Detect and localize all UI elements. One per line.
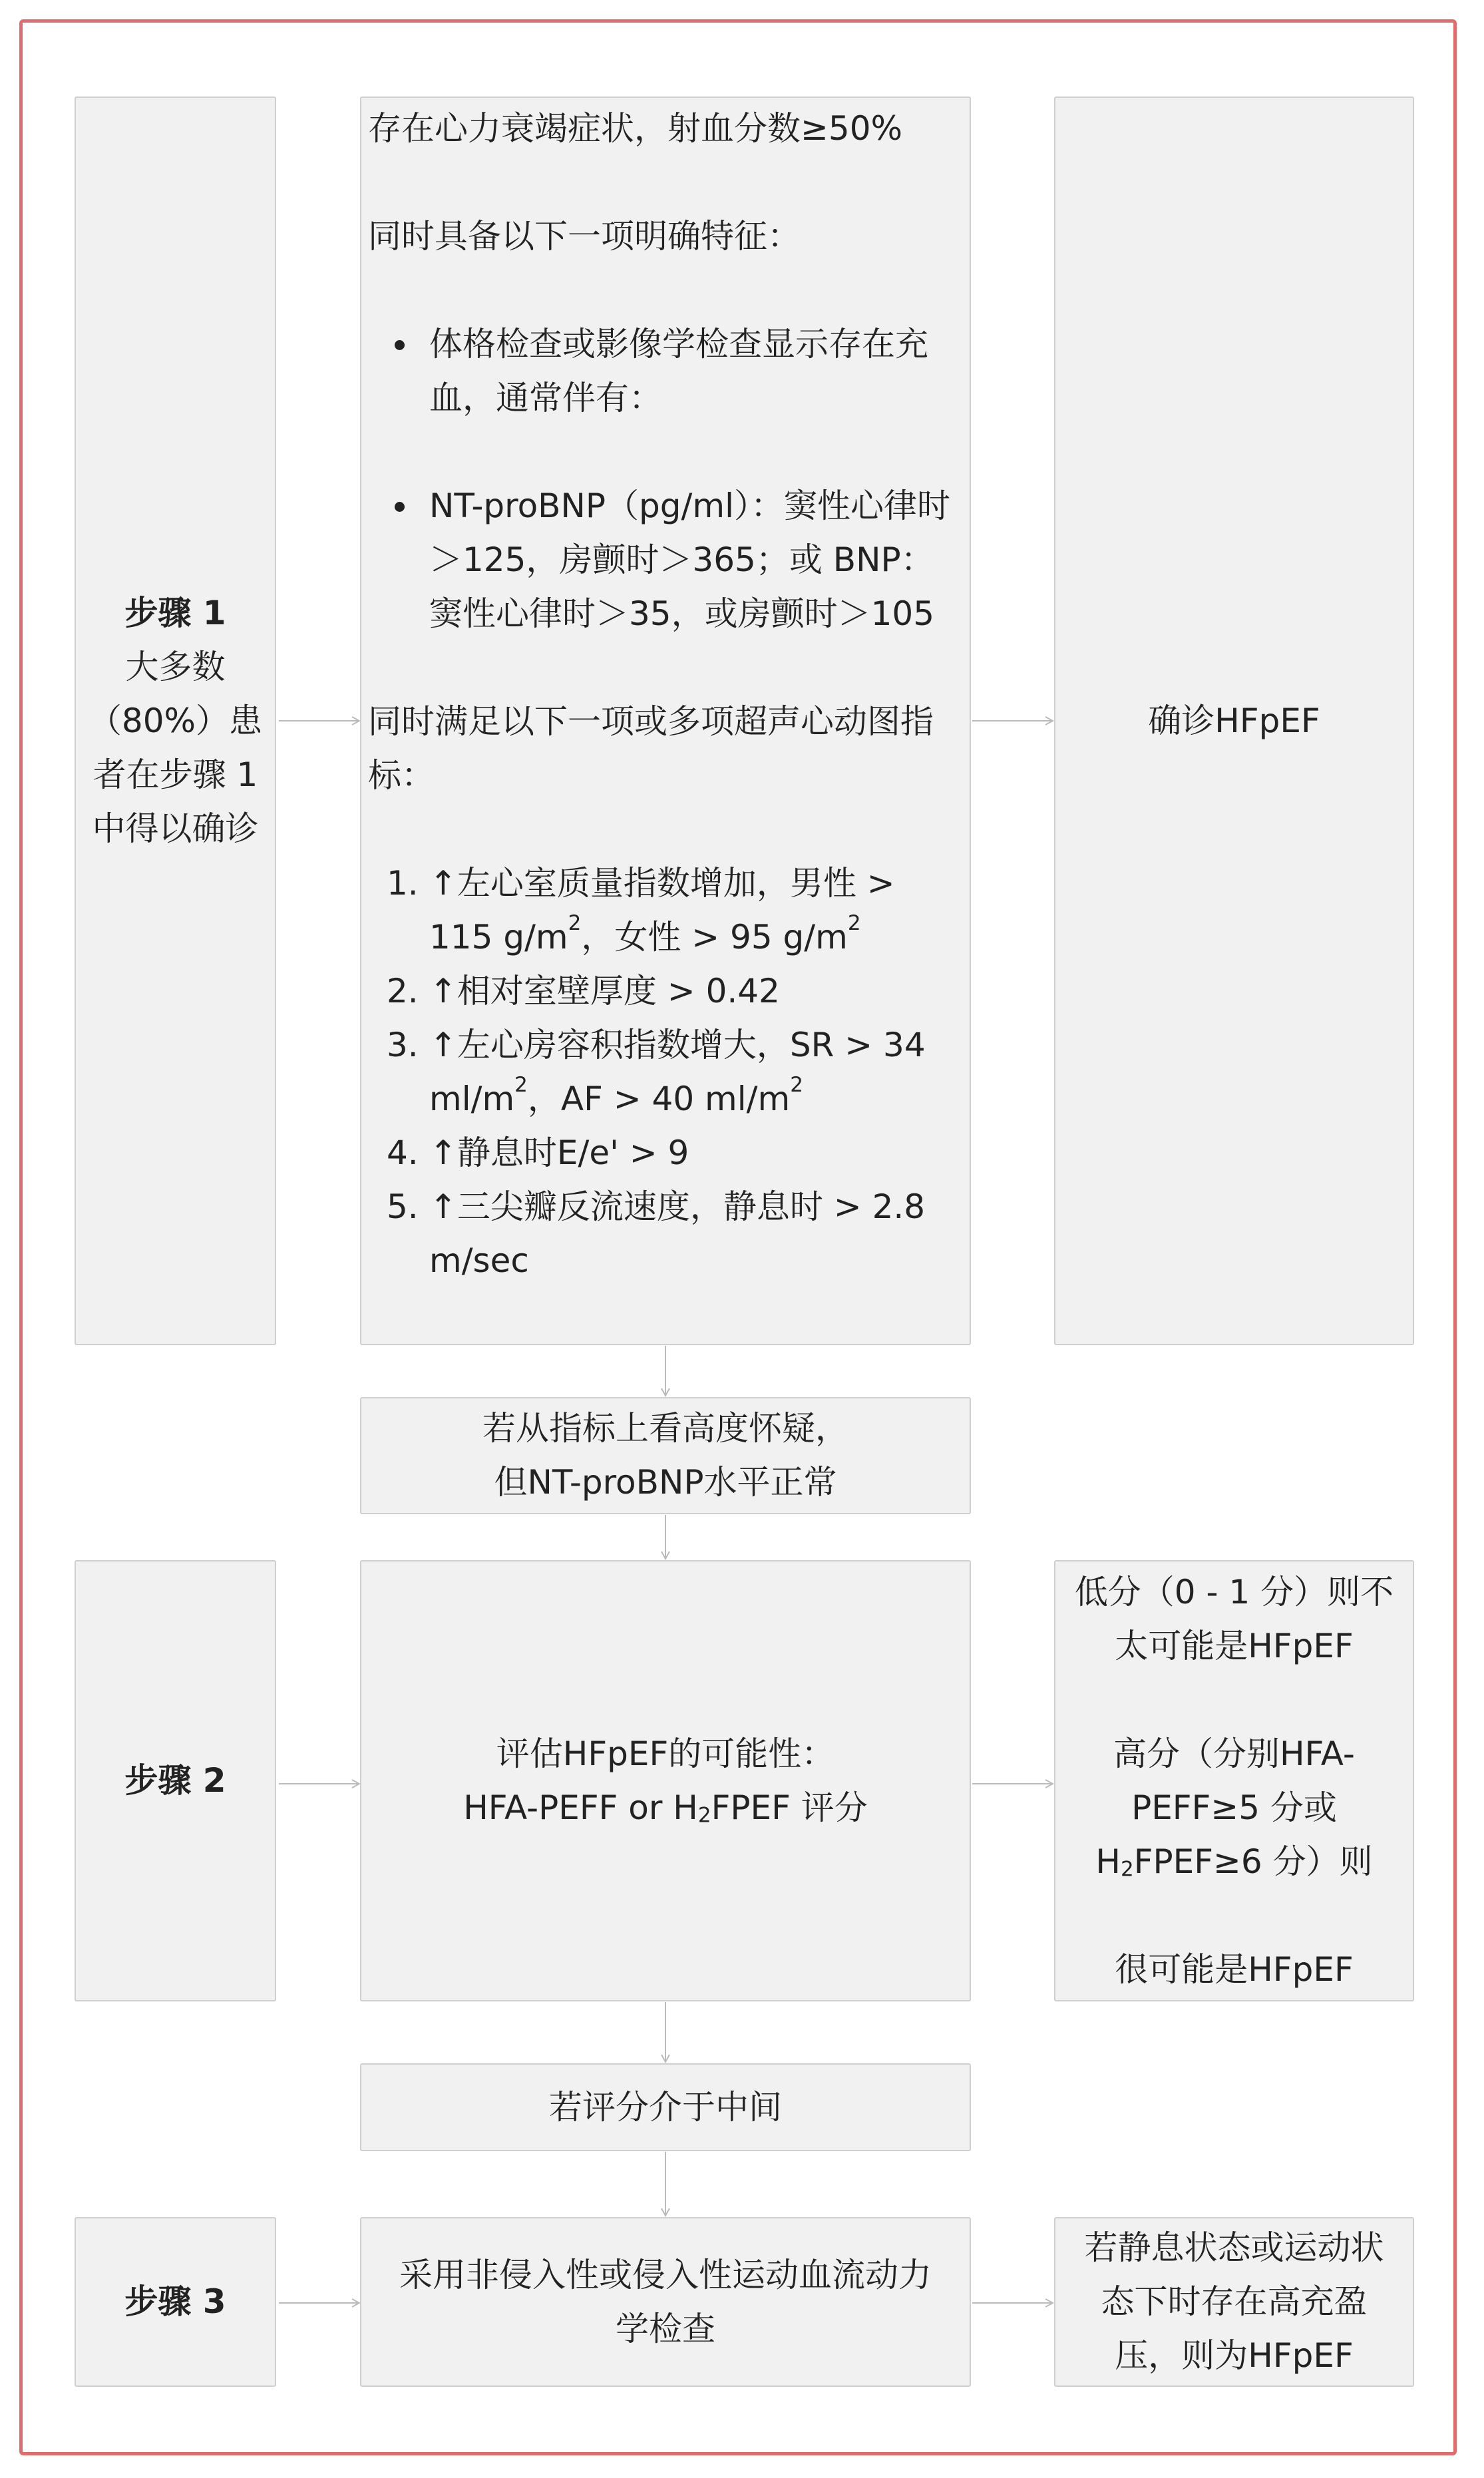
echo-criterion-text: ，女性 > 95 g/m [581, 918, 848, 956]
echo-criterion-text: ↑左心房容积指数增大，SR > 34 ml/m [429, 1026, 926, 1118]
superscript: 2 [568, 911, 582, 936]
echo-criterion-number: 3. [387, 1026, 419, 1064]
step1-desc-line1: 大多数 [125, 647, 226, 686]
assess-line2 [463, 1781, 868, 1835]
test-line1: 采用非侵入性或侵入性运动血流动力 [399, 2255, 932, 2294]
assess-line1: 评估HFpEF的可能性： [496, 1734, 835, 1773]
final-result-line1: 若静息状态或运动状 [1084, 2228, 1384, 2267]
assess-text: FPEF 评分 [711, 1788, 868, 1827]
step2-box [75, 1560, 276, 2001]
echo-criterion-text: ↑三尖瓣反流速度，静息时 > 2.8 m/sec [429, 1187, 926, 1280]
assess-text: HFA-PEFF or H [463, 1788, 698, 1827]
criteria-box [360, 97, 971, 1345]
criteria-bullet-list [368, 317, 964, 425]
final-result-line3: 压，则为HFpEF [1115, 2336, 1354, 2375]
echo-criterion-number: 5. [387, 1187, 419, 1226]
echo-criterion [368, 964, 964, 1018]
step1-desc-line2: （80%）患 [88, 701, 263, 740]
echo-criterion [368, 1126, 964, 1180]
step1-label: 步骤 1 [124, 593, 226, 632]
assess-box [360, 1560, 971, 2001]
test-line2: 学检查 [616, 2309, 715, 2348]
echo-criterion-number: 2. [387, 972, 419, 1010]
step3-box [75, 2217, 276, 2387]
echo-criterion-text: ，AF > 40 ml/m [527, 1080, 791, 1118]
confirm-box [1054, 97, 1414, 1345]
echo-criterion-number: 1. [387, 864, 419, 903]
echo-criterion-text: ↑静息时E/e' > 9 [429, 1134, 689, 1172]
high-score-line4: 很可能是HFpEF [1115, 1950, 1354, 1989]
test-box [360, 2217, 971, 2387]
high-score-line1: 高分（分别HFA- [1113, 1734, 1355, 1773]
confirm-text: 确诊HFpEF [1148, 701, 1320, 740]
echo-criterion-number: 4. [387, 1134, 419, 1172]
final-result-line2: 态下时存在高充盈 [1101, 2282, 1368, 2321]
high-score-text: FPEF≥6 分）则 [1133, 1842, 1373, 1881]
criteria-bullet-list-2 [368, 479, 964, 641]
echo-criterion [368, 1018, 964, 1126]
subscript: 2 [1121, 1857, 1134, 1882]
suspicion-line2: 但NT-proBNP水平正常 [494, 1463, 837, 1502]
echo-criterion [368, 857, 964, 964]
step1-desc-line3: 者在步骤 1 [93, 755, 258, 794]
high-score-text: H [1095, 1842, 1121, 1881]
superscript: 2 [514, 1073, 528, 1098]
criteria-bullet-natriuretic: NT-proBNP（pg/ml）：窦性心律时＞125，房颤时＞365；或 BNP：窦性心律时＞35，或房颤时＞105 [368, 479, 964, 641]
step3-label: 步骤 3 [124, 2282, 226, 2321]
criteria-also-one: 同时具备以下一项明确特征： [368, 217, 801, 256]
final-result-box [1054, 2217, 1414, 2387]
intermediate-box [360, 2063, 971, 2151]
high-score-line3 [1095, 1835, 1372, 1889]
echo-criterion-text: ↑相对室壁厚度 > 0.42 [429, 972, 780, 1010]
score-result-box [1054, 1560, 1414, 2001]
step1-box [75, 97, 276, 1345]
low-score-line1: 低分（0 - 1 分）则不 [1074, 1572, 1394, 1611]
intermediate-text: 若评分介于中间 [549, 2087, 782, 2127]
criteria-bullet-congestion: 体格检查或影像学检查显示存在充血，通常伴有： [368, 317, 964, 425]
superscript: 2 [790, 1073, 803, 1098]
superscript: 2 [847, 911, 861, 936]
step1-desc-line4: 中得以确诊 [92, 809, 259, 848]
high-score-line2: PEFF≥5 分或 [1131, 1788, 1337, 1827]
criteria-intro: 存在心力衰竭症状，射血分数≥50% [368, 109, 903, 148]
subscript: 2 [697, 1803, 711, 1828]
criteria-also-echo: 同时满足以下一项或多项超声心动图指标： [368, 702, 934, 795]
echo-criteria-list [368, 857, 964, 1288]
low-score-line2: 太可能是HFpEF [1115, 1626, 1354, 1665]
echo-criterion [368, 1180, 964, 1288]
suspicion-line1: 若从指标上看高度怀疑， [482, 1409, 848, 1448]
suspicion-box [360, 1397, 971, 1514]
echo-criterion-text: ↑左心室质量指数增加，男性 > 115 g/m [429, 864, 895, 956]
step2-label: 步骤 2 [124, 1761, 226, 1800]
